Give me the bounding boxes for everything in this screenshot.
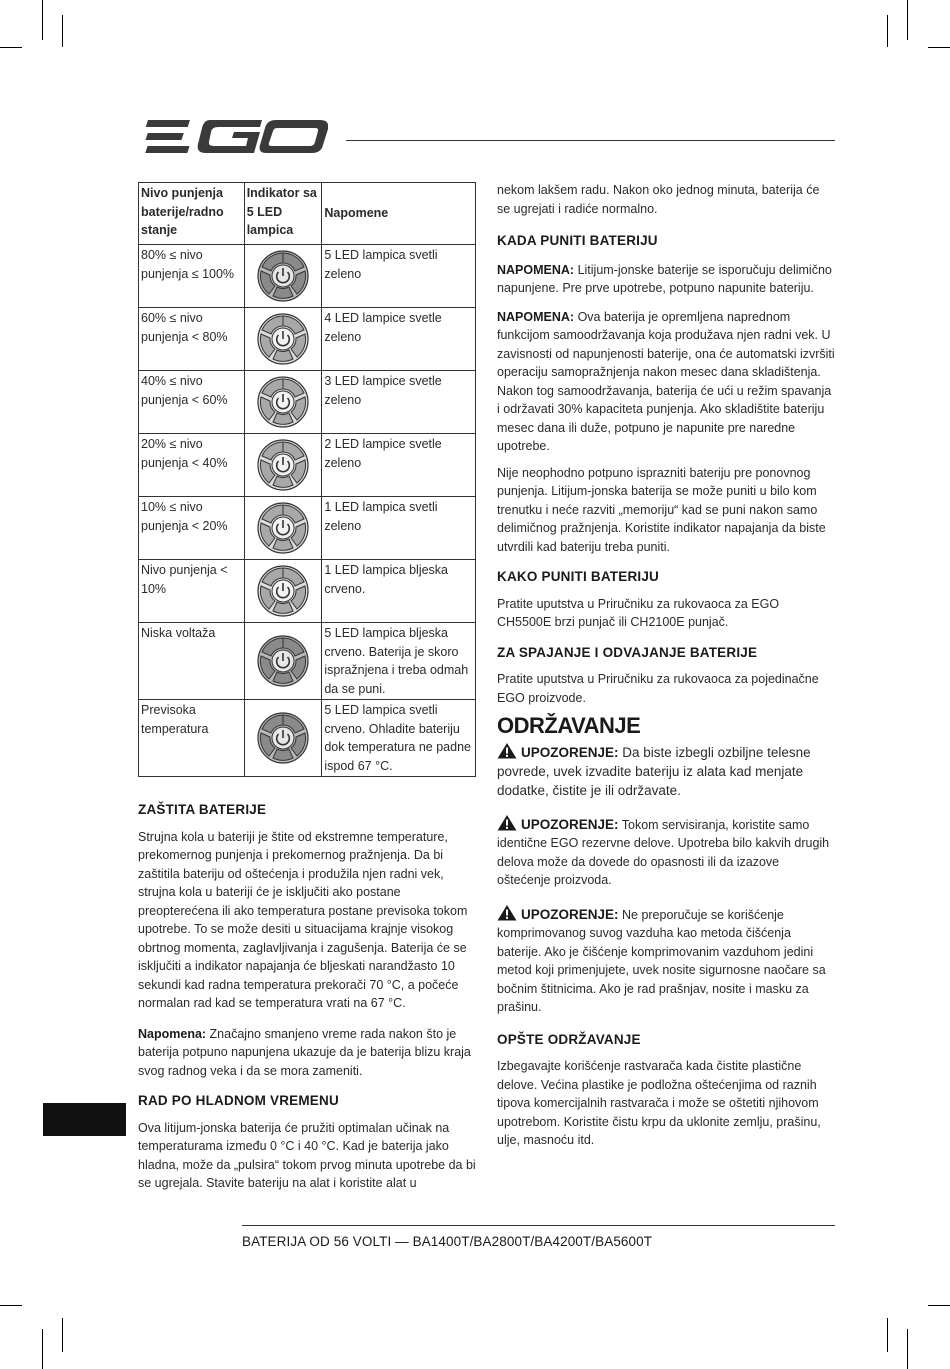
footer-rule	[242, 1225, 835, 1226]
note-paragraph	[138, 1025, 476, 1081]
table-cell: 3 LED lampice svetle zeleno	[322, 371, 476, 434]
crop-mark	[42, 0, 43, 40]
header-rule	[346, 140, 835, 141]
warning-paragraph	[497, 814, 835, 890]
warning-icon	[497, 814, 517, 831]
table-cell: 20% ≤ nivo punjenja < 40%	[139, 434, 245, 497]
page-footer: BATERIJA OD 56 VOLTI — BA1400T/BA2800T/BA4200T/BA5600T	[242, 1234, 653, 1249]
section-title: ZA SPAJANJE I ODVAJANJE BATERIJE	[497, 644, 758, 660]
crop-mark	[928, 47, 950, 48]
warning-label: UPOZORENJE:	[521, 744, 619, 760]
note-text: Značajno smanjeno vreme rada nakon što je baterija potpuno napunjena ukazuje da je baterija blizu kraja svog radnog veka i da se mora zameniti.	[138, 1026, 471, 1078]
paragraph: Pratite uputstva u Priručniku za rukovaoca za pojedinačne EGO proizvode.	[497, 672, 819, 705]
crop-mark	[887, 1318, 888, 1352]
table-row	[139, 434, 476, 497]
warning-paragraph	[497, 904, 835, 1017]
led-indicator-icon	[244, 308, 322, 371]
table-cell: 5 LED lampica bljeska crveno. Baterija je skoro ispražnjena i treba odmah da se puni.	[322, 623, 476, 700]
crop-mark	[42, 1329, 43, 1369]
right-column	[497, 181, 835, 1158]
table-row	[139, 497, 476, 560]
table-row	[139, 308, 476, 371]
note-label: NAPOMENA:	[497, 309, 575, 324]
note-label: Napomena:	[138, 1026, 207, 1041]
paragraph: Strujna kola u bateriji je štite od ekstremne temperature, prekomernog punjenja i prekomernog pražnjenja. Da bi zaštitila bateriju od oštećenja i produžila njen radni vek, strujna kola u bateriji će je isključiti ako postane preopterećena ili ako temperatura postane previsoka tokom upotrebe. To se može desiti u situacijama krajnje visokog obrtnog momenta, zaglavljivanja i zagušenja. Baterija će se isključiti a indikator napajanja će bljeskati narandžasto 10 sekundi kad radna temperatura prekorači 70 °C, a počeće normalan rad kad se temperatura vrati na 67 °C.	[138, 829, 468, 1010]
led-indicator-icon	[244, 700, 322, 777]
paragraph: nekom lakšem radu. Nakon oko jednog minuta, baterija će se ugrejati i radiće normalno.	[497, 183, 820, 216]
led-indicator-icon	[244, 371, 322, 434]
section-title: KADA PUNITI BATERIJU	[497, 233, 658, 248]
led-indicator-icon	[244, 623, 322, 700]
table-cell: 1 LED lampica bljeska crveno.	[322, 560, 476, 623]
table-cell: 80% ≤ nivo punjenja ≤ 100%	[139, 245, 245, 308]
note-paragraph	[497, 261, 835, 298]
battery-status-table	[138, 182, 476, 777]
warning-text: Ne preporučuje se korišćenje komprimovanog suvog vazduha kao metoda čišćenja baterije. Ako je čišćenje komprimovanim vazduhom jedini metod koji primenjujete, uvek nosite sigurnosne naočare sa bočnim štitnicima. Ako je rad prašnjav, nosite i masku za prašinu.	[497, 907, 826, 1014]
warning-icon	[497, 904, 517, 921]
table-cell: 40% ≤ nivo punjenja < 60%	[139, 371, 245, 434]
table-cell: 2 LED lampice svetle zeleno	[322, 434, 476, 497]
led-indicator-icon	[244, 560, 322, 623]
note-text: Ova baterija je opremljena naprednom funkcijom samoodržavanja koja produžava njen radni vek. U zavisnosti od napunjenosti baterije, ona će automatski izvršiti operaciju samopražnjenja nakon mesec dana skladištenja. Nakon tog samoodržavanja, baterija će ući u režim spavanja i održavati 30% kapaciteta punjenja. Ako skladištite bateriju mesec dana ili duže, potpuno je napunite pre naredne upotrebe.	[497, 309, 835, 453]
led-indicator-icon	[244, 497, 322, 560]
warning-label: UPOZORENJE:	[521, 906, 619, 922]
table-row	[139, 560, 476, 623]
table-cell: 60% ≤ nivo punjenja < 80%	[139, 308, 245, 371]
crop-mark	[907, 0, 908, 40]
warning-text: Da biste izbegli ozbiljne telesne povrede, uvek izvadite bateriju iz alata kad menjate dodatke, čistite je ili održavate.	[497, 744, 811, 798]
table-cell: 5 LED lampica svetli zeleno	[322, 245, 476, 308]
crop-mark	[62, 15, 63, 47]
warning-text: Tokom servisiranja, koristite samo identične EGO rezervne delove. Upotreba bilo kakvih drugih delova može da dovede do opasnosti ili da izazove oštećenje proizvoda.	[497, 817, 830, 887]
table-row	[139, 245, 476, 308]
crop-mark	[0, 47, 22, 48]
ego-logo	[138, 120, 328, 162]
paragraph: Izbegavajte korišćenje rastvarača kada čistite plastične delove. Većina plastike je podložna oštećenjima od raznih tipova komercijalnih rastvarača i može se oštetiti njihovom upotrebom. Koristite čistu krpu da uklonite zemlju, prašinu, ulje, masnoću itd.	[497, 1059, 821, 1147]
left-column	[138, 801, 476, 1201]
crop-mark	[887, 15, 888, 47]
note-paragraph	[497, 308, 835, 456]
crop-mark	[907, 1329, 908, 1369]
table-header: Nivo punjenja baterije/radno stanje	[139, 183, 245, 245]
table-cell: 1 LED lampica svetli zeleno	[322, 497, 476, 560]
page-tab-marker	[43, 1103, 126, 1136]
crop-mark	[0, 1305, 22, 1306]
crop-mark	[62, 1318, 63, 1352]
paragraph: Nije neophodno potpuno isprazniti bateriju pre ponovnog punjenja. Litijum-jonska baterija se može puniti u bilo kom trenutku i neće razviti „memoriju“ kad se puni nakon samo delimičnog pražnjenja. Koristite indikator napajanja da biste utvrdili kad bateriju treba puniti.	[497, 465, 826, 554]
paragraph: Ova litijum-jonska baterija će pružiti optimalan učinak na temperaturama između 0 °C i 40 °C. Kad je baterija jako hladna, može da „pulsira“ tokom prvog minuta upotrebe da bi se ugrejala. Stavite bateriju na alat i koristite alat u	[138, 1120, 476, 1190]
table-row	[139, 371, 476, 434]
section-title: OPŠTE ODRŽAVANJE	[497, 1031, 641, 1047]
paragraph: Pratite uputstva u Priručniku za rukovaoca za EGO CH5500E brzi punjač ili CH2100E punjač.	[497, 596, 780, 629]
warning-paragraph	[497, 742, 835, 800]
note-text: Litijum-jonske baterije se isporučuju delimično napunjene. Pre prve upotrebe, potpuno napunite bateriju.	[497, 262, 832, 295]
warning-icon	[497, 742, 517, 759]
note-label: NAPOMENA:	[497, 262, 575, 277]
table-header: Napomene	[322, 183, 476, 245]
table-row	[139, 700, 476, 777]
warning-label: UPOZORENJE:	[521, 816, 619, 832]
section-title: RAD PO HLADNOM VREMENU	[138, 1093, 339, 1108]
table-cell: 10% ≤ nivo punjenja < 20%	[139, 497, 245, 560]
table-cell: Previsoka temperatura	[139, 700, 245, 777]
table-cell: 4 LED lampice svetle zeleno	[322, 308, 476, 371]
section-title: KAKO PUNITI BATERIJU	[497, 569, 660, 584]
crop-mark	[928, 1305, 950, 1306]
section-heading: ODRŽAVANJE	[497, 713, 641, 738]
table-header: Indikator sa 5 LED lampica	[244, 183, 322, 245]
led-indicator-icon	[244, 245, 322, 308]
table-row	[139, 623, 476, 700]
table-cell: 5 LED lampica svetli crveno. Ohladite bateriju dok temperatura ne padne ispod 67 °C.	[322, 700, 476, 777]
led-indicator-icon	[244, 434, 322, 497]
table-cell: Nivo punjenja < 10%	[139, 560, 245, 623]
section-title: ZAŠTITA BATERIJE	[138, 802, 267, 817]
table-cell: Niska voltaža	[139, 623, 245, 700]
